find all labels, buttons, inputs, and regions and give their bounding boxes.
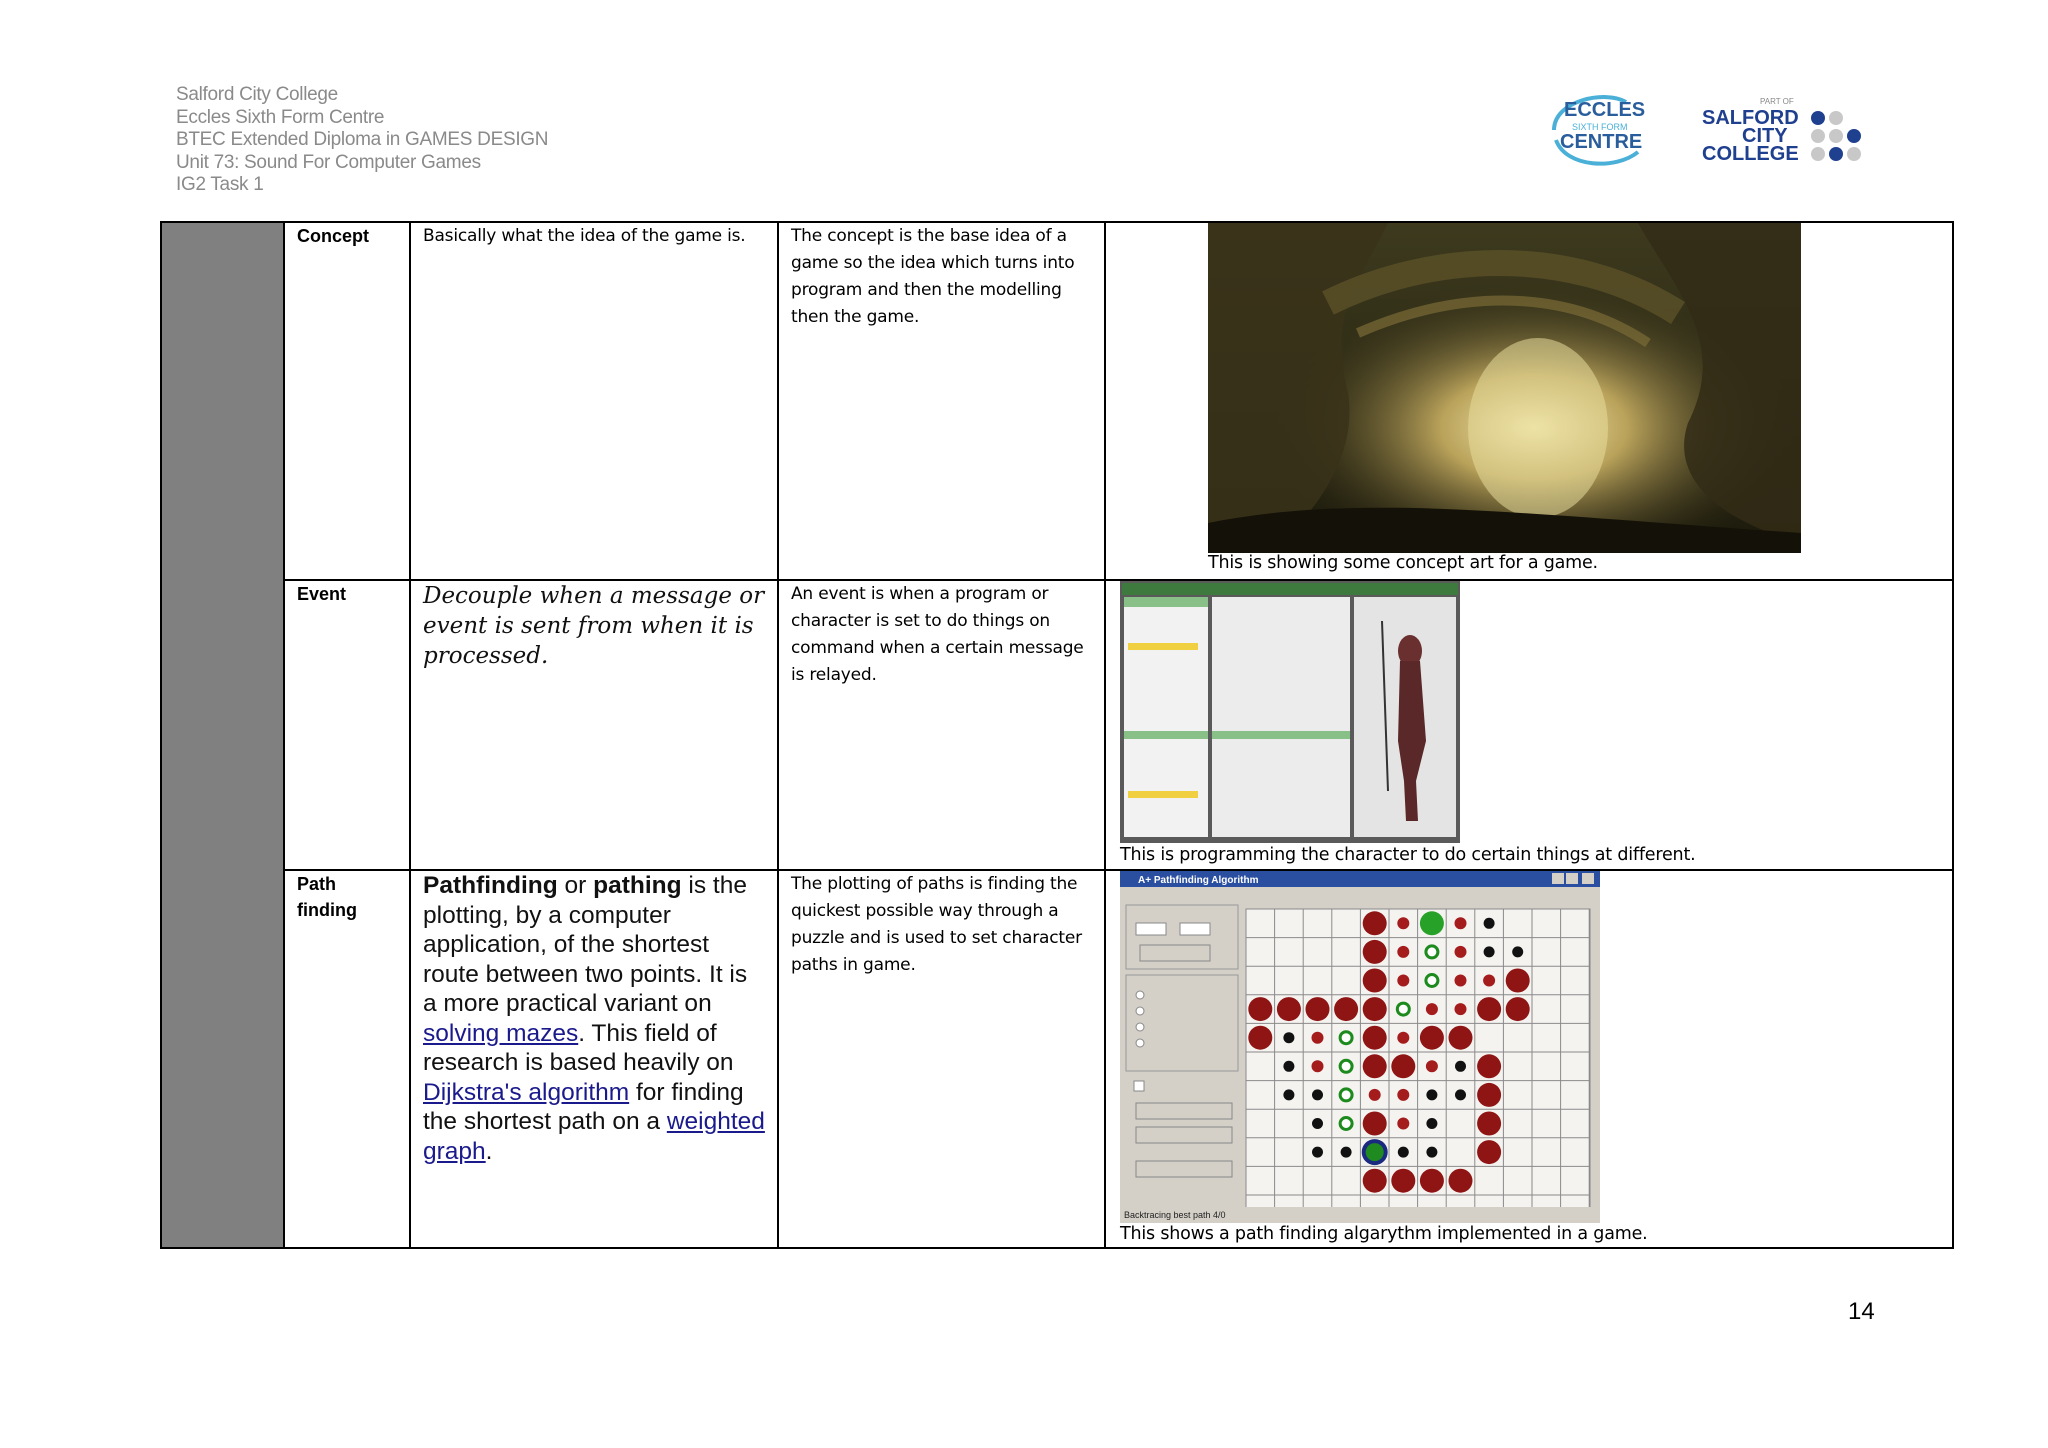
image-caption: This is showing some concept art for a game. bbox=[1208, 553, 1598, 573]
table-row bbox=[161, 222, 1953, 580]
pathfinding-app-screenshot bbox=[1120, 871, 1600, 1223]
term-cell: Path finding bbox=[284, 870, 410, 1248]
table-row bbox=[161, 870, 1953, 1248]
glossary-table bbox=[160, 221, 1954, 1249]
definition-text: for finding the shortest path on a bbox=[423, 1078, 744, 1135]
concept-art-image bbox=[1208, 223, 1801, 553]
header-course: BTEC Extended Diploma in GAMES DESIGN bbox=[176, 129, 549, 150]
term-cell: Event bbox=[284, 580, 410, 870]
definition-cell bbox=[410, 870, 778, 1248]
page-number: 14 bbox=[1848, 1298, 1875, 1325]
svg-text:COLLEGE: COLLEGE bbox=[1702, 143, 1799, 165]
definition-cell: Basically what the idea of the game is. bbox=[410, 222, 778, 580]
definition-cell: Decouple when a message or event is sent from when it is processed. bbox=[410, 580, 778, 870]
table-row bbox=[161, 580, 1953, 870]
grey-side-column bbox=[161, 222, 284, 1248]
image-cell bbox=[1105, 870, 1953, 1248]
image-caption: This shows a path finding algarythm implemented in a game. bbox=[1120, 1224, 1648, 1244]
definition-text: is the plotting, by a computer application, of the shortest route between two points. It is a more practical variant on bbox=[423, 872, 748, 1017]
image-cell bbox=[1105, 222, 1953, 580]
header-centre: Eccles Sixth Form Centre bbox=[176, 106, 385, 128]
header-college: Salford City College bbox=[176, 84, 338, 105]
term-cell: Concept bbox=[284, 222, 410, 580]
header-task: IG2 Task 1 bbox=[176, 174, 264, 195]
svg-text:SALFORD: SALFORD bbox=[1702, 107, 1799, 129]
svg-text:SIXTH FORM: SIXTH FORM bbox=[1572, 122, 1628, 132]
svg-text:CITY: CITY bbox=[1742, 125, 1788, 147]
image-cell bbox=[1105, 580, 1953, 870]
app-title: A+ Pathfinding Algorithm bbox=[1138, 875, 1259, 886]
definition-bold-term: Pathfinding bbox=[423, 872, 558, 899]
solving-mazes-link[interactable]: solving mazes bbox=[423, 1019, 579, 1047]
weighted-graph-link[interactable]: weighted graph bbox=[423, 1108, 765, 1165]
explanation-cell: The plotting of paths is finding the quickest possible way through a puzzle and is used to set character paths in game. bbox=[778, 870, 1105, 1248]
character-editor-screenshot bbox=[1120, 581, 1460, 843]
explanation-cell: An event is when a program or character is set to do things on command when a certain message is relayed. bbox=[778, 580, 1105, 870]
dijkstra-link[interactable]: Dijkstra's algorithm bbox=[423, 1078, 630, 1106]
logos bbox=[1546, 86, 1866, 176]
definition-bold-term: pathing bbox=[593, 872, 682, 899]
salford-city-college-logo bbox=[1702, 90, 1872, 170]
definition-text: . This field of research is based heavily on bbox=[423, 1019, 734, 1076]
app-status: Backtracing best path 4/0 bbox=[1124, 1210, 1226, 1220]
eccles-centre-logo bbox=[1546, 90, 1656, 170]
header-unit: Unit 73: Sound For Computer Games bbox=[176, 151, 481, 173]
definition-text: . bbox=[485, 1137, 493, 1165]
definition-text: or bbox=[557, 872, 594, 899]
image-caption: This is programming the character to do certain things at different. bbox=[1120, 845, 1696, 865]
document-header bbox=[176, 84, 876, 197]
explanation-cell: The concept is the base idea of a game so the idea which turns into program and then the modelling then the game. bbox=[778, 222, 1105, 580]
svg-text:CENTRE: CENTRE bbox=[1560, 131, 1643, 153]
svg-text:PART OF: PART OF bbox=[1760, 97, 1794, 106]
svg-text:ECCLES: ECCLES bbox=[1564, 99, 1646, 121]
